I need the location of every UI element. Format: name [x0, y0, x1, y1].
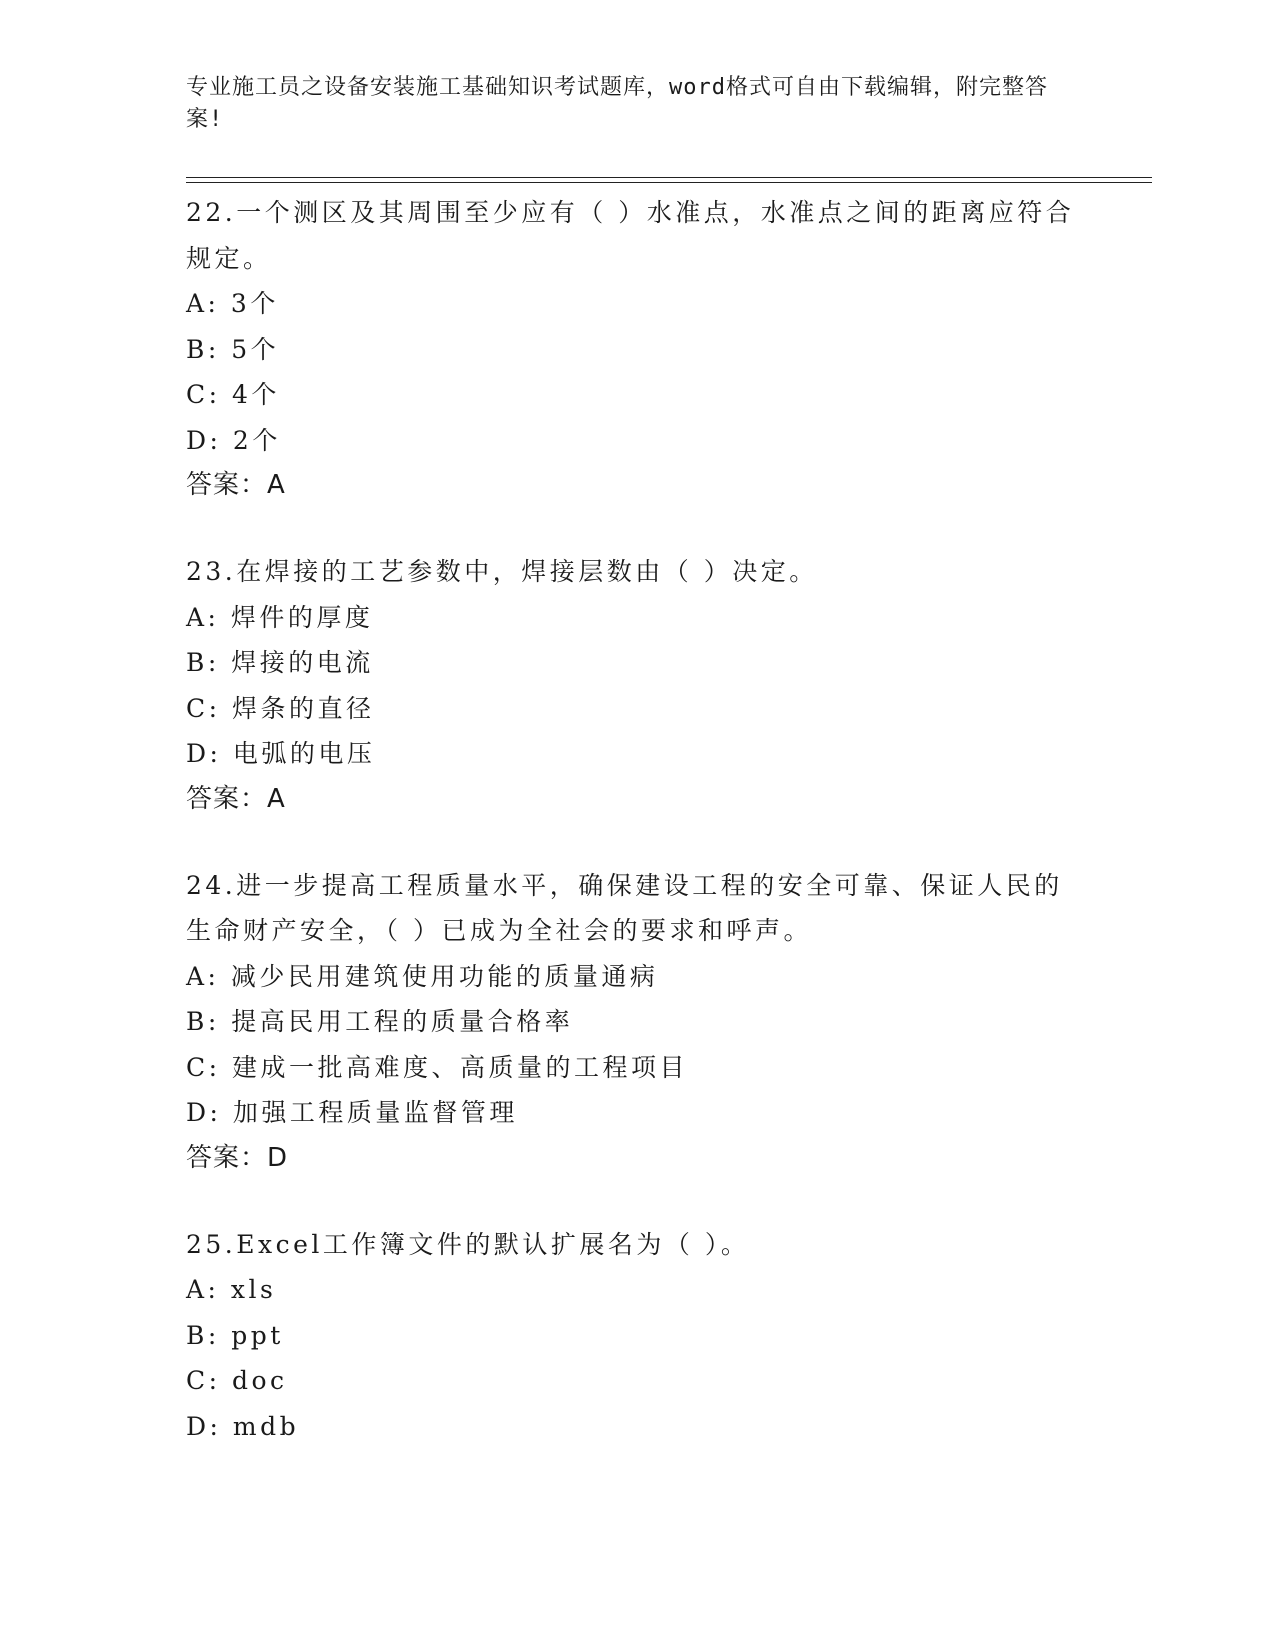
option-a: A: 减少民用建筑使用功能的质量通病: [186, 961, 659, 991]
document-header: 专业施工员之设备安装施工基础知识考试题库，word格式可自由下载编辑，附完整答案!: [186, 75, 1048, 132]
answer-line: 答案：A: [186, 783, 286, 814]
question-stem: 25.Excel工作簿文件的默认扩展名为（ ）。: [186, 1229, 750, 1259]
question-stem: 24.进一步提高工程质量水平，确保建设工程的安全可靠、保证人民的生命财产安全，（ ）已成为全社会的要求和呼声。: [186, 870, 1063, 945]
question-23: [186, 549, 1086, 821]
question-24: [186, 863, 1086, 1180]
option-d: D: 加强工程质量监督管理: [186, 1098, 518, 1127]
option-a: A: 3个: [186, 289, 279, 318]
option-d: D: 电弧的电压: [186, 739, 376, 768]
option-d: D: 2个: [186, 425, 281, 455]
question-22: [186, 190, 1086, 507]
header-divider-bottom: [186, 182, 1152, 183]
question-stem: 22.一个测区及其周围至少应有（ ）水准点，水准点之间的距离应符合规定。: [186, 198, 1075, 273]
question-stem: 23.在焊接的工艺参数中，焊接层数由（ ）决定。: [186, 557, 818, 586]
option-c: C: 4个: [186, 380, 280, 409]
option-b: B: 焊接的电流: [186, 648, 374, 677]
option-b: B: 提高民用工程的质量合格率: [186, 1007, 574, 1036]
option-c: C: 焊条的直径: [186, 693, 375, 723]
answer-line: 答案：A: [186, 470, 286, 500]
option-d: D: mdb: [186, 1411, 300, 1441]
question-25: [186, 1222, 1086, 1450]
option-a: A: 焊件的厚度: [186, 602, 374, 632]
header-divider-top: [186, 177, 1152, 178]
option-b: B: 5个: [186, 334, 280, 364]
answer-line: 答案：D: [186, 1142, 289, 1173]
option-c: C: 建成一批高难度、高质量的工程项目: [186, 1052, 688, 1082]
question-list: [186, 190, 1086, 1491]
option-a: A: xls: [186, 1275, 277, 1304]
option-c: C: doc: [186, 1366, 288, 1395]
option-b: B: ppt: [186, 1320, 284, 1350]
